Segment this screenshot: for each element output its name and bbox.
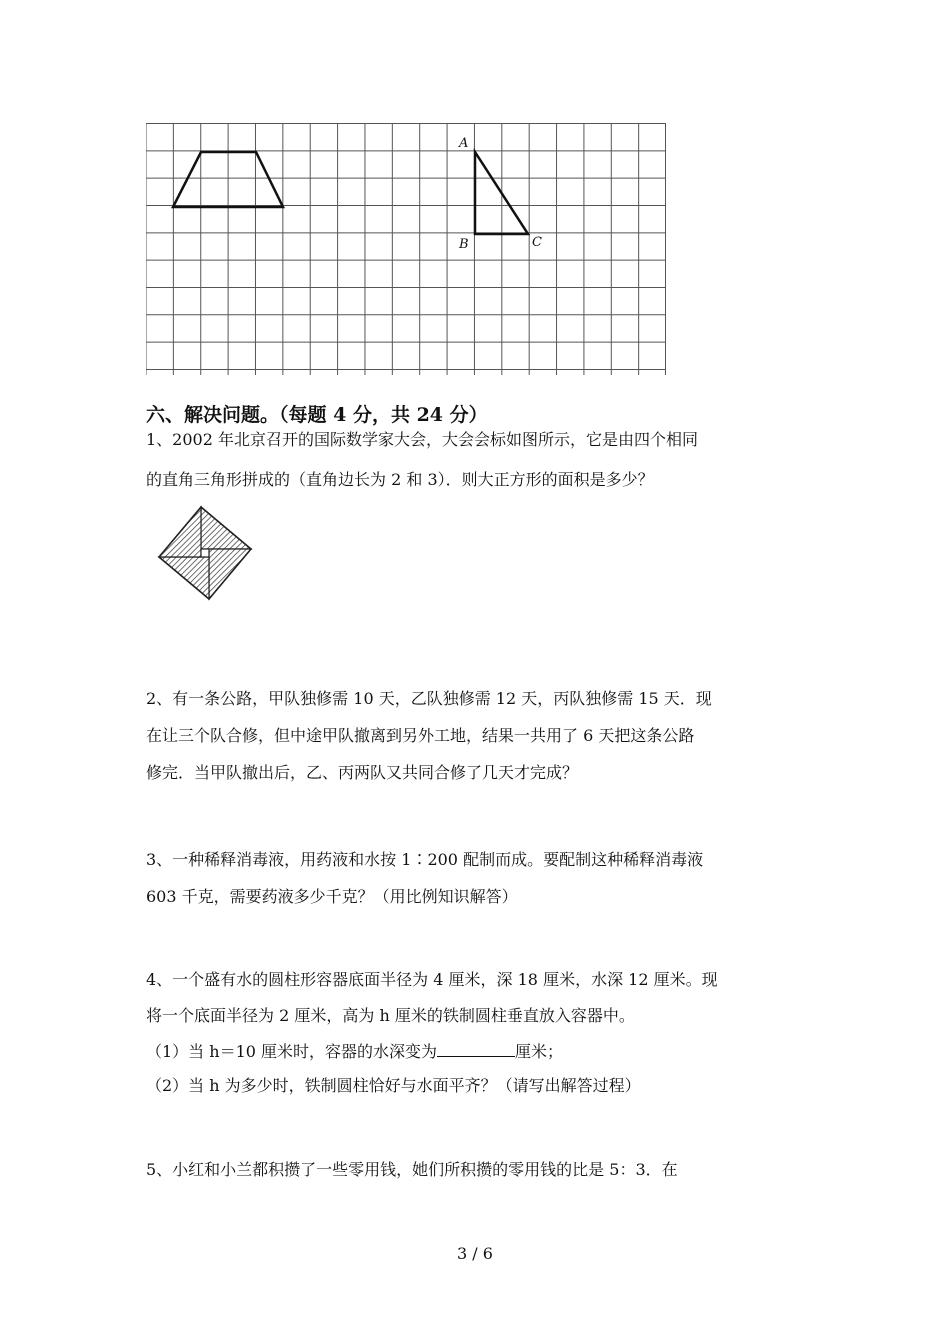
grid-figure	[146, 123, 666, 375]
problem-4-sub-2: （2）当 h 为多少时，铁制圆柱恰好与水面平齐？（请写出解答过程）	[146, 1076, 641, 1095]
page-number: 3 / 6	[457, 1244, 493, 1263]
problem-2-line-1: 2、有一条公路，甲队独修需 10 天，乙队独修需 12 天，丙队独修需 15 天．现	[146, 689, 712, 708]
problem-2-line-2: 在让三个队合修，但中途甲队撤离到另外工地，结果一共用了 6 天把这条公路	[146, 726, 695, 745]
answer-blank[interactable]	[437, 1041, 515, 1057]
problem-5-line-1: 5、小红和小兰都积攒了一些零用钱，她们所积攒的零用钱的比是 5：3．在	[146, 1160, 678, 1179]
problem-3-line-1: 3、一种稀释消毒液，用药液和水按 1∶200 配制而成。要配制这种稀释消毒液	[146, 850, 704, 869]
problem-4-sub-1-unit: 厘米；	[515, 1042, 564, 1061]
problem-2-line-3: 修完．当甲队撤出后，乙、丙两队又共同合修了几天才完成？	[146, 763, 579, 782]
problem-4-sub-1-text: （1）当 h＝10 厘米时，容器的水深变为	[146, 1042, 438, 1061]
problem-4-sub-1	[146, 1041, 563, 1062]
problem-3-line-2: 603 千克，需要药液多少千克？（用比例知识解答）	[146, 887, 518, 906]
vertex-label-b: B	[459, 237, 469, 252]
problem-1-line-1: 1、2002 年北京召开的国际数学家大会，大会会标如图所示，它是由四个相同	[146, 430, 698, 449]
problem-4-line-2: 将一个底面半径为 2 厘米，高为 h 厘米的铁制圆柱垂直放入容器中。	[146, 1006, 635, 1025]
vertex-label-c: C	[532, 235, 542, 250]
vertex-label-a: A	[459, 136, 469, 151]
problem-1-line-2: 的直角三角形拼成的（直角边长为 2 和 3）．则大正方形的面积是多少？	[146, 470, 654, 489]
section-title: 六、解决问题。（每题 4 分，共 24 分）	[146, 404, 488, 426]
logo-center-square	[201, 549, 209, 557]
grid-lines	[146, 123, 666, 375]
congress-logo-figure	[146, 502, 256, 612]
problem-4-line-1: 4、一个盛有水的圆柱形容器底面半径为 4 厘米，深 18 厘米，水深 12 厘米。现	[146, 970, 718, 989]
